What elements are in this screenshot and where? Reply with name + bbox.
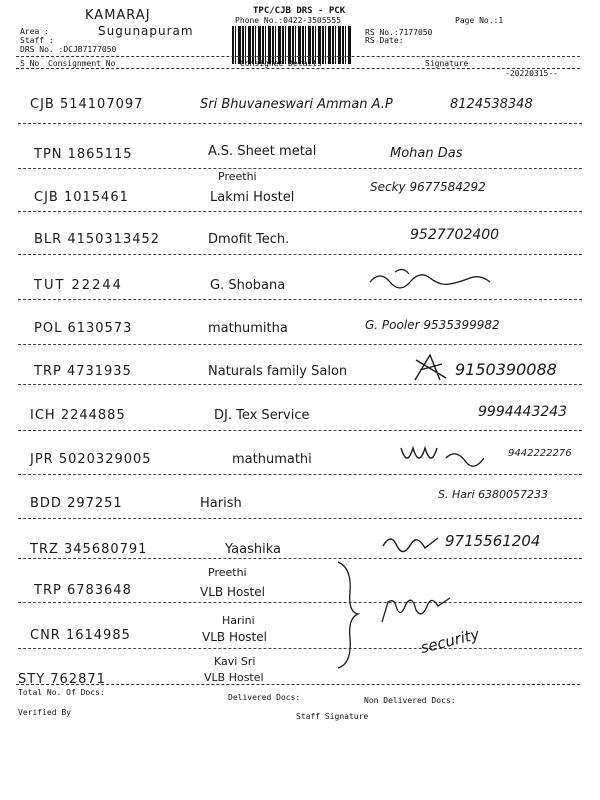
- signature-text: 9994443243: [478, 404, 568, 420]
- staff-value: Sugunapuram: [98, 24, 194, 38]
- row-divider: [18, 430, 582, 431]
- row-divider: [18, 123, 582, 124]
- consignee-name: G. Shobana: [210, 278, 286, 293]
- staff-label: Staff :: [20, 36, 54, 45]
- signature-text: 9150390088: [455, 360, 557, 379]
- signature-scribble: [396, 440, 506, 472]
- consignee-name: Yaashika: [225, 542, 281, 557]
- col-header-consignee: Consignee Details: [240, 59, 322, 68]
- signature-text: security: [418, 625, 482, 657]
- consignment-number: STY 762871: [18, 672, 106, 687]
- consignment-number: BLR 4150313452: [34, 232, 161, 247]
- consignment-number: CJB 514107097: [30, 97, 144, 112]
- total-docs-label: Total No. Of Docs:: [18, 688, 105, 697]
- page-number: Page No.:1: [455, 16, 504, 25]
- consignee-line1: Kavi Sri: [214, 655, 256, 668]
- signature-text: Secky 9677584292: [370, 180, 486, 194]
- row-divider: [18, 518, 582, 519]
- group-bracket: [332, 560, 362, 670]
- consignee-name: Naturals family Salon: [208, 364, 348, 379]
- rs-date: RS Date:: [365, 36, 404, 45]
- consignment-number: TPN 1865115: [34, 147, 133, 162]
- consignment-number: BDD 297251: [30, 496, 123, 511]
- consignee-name: DJ. Tex Service: [214, 408, 310, 423]
- consignee-name: VLB Hostel: [202, 630, 267, 644]
- signature-scribble: [410, 350, 450, 386]
- consignment-number: TUT 22244: [34, 278, 123, 293]
- consignee-name: VLB Hostel: [204, 671, 264, 684]
- row-divider: [18, 299, 582, 300]
- row-divider: [18, 602, 582, 603]
- drs-number: DRS No. :DCJB7177050: [20, 45, 117, 54]
- rs-number: RS No.:7177050: [365, 28, 433, 37]
- delivered-docs-label: Delivered Docs:: [228, 693, 301, 702]
- header-divider-bottom: [16, 68, 580, 69]
- consignment-number: TRZ 345680791: [30, 542, 148, 557]
- signature-scribble: [378, 592, 458, 632]
- signature-text: 9442222276: [508, 448, 572, 459]
- consignee-name: mathumitha: [208, 321, 288, 336]
- consignment-number: POL 6130573: [34, 321, 133, 336]
- row-divider: [18, 384, 582, 385]
- header-divider-top: [16, 56, 580, 57]
- area-value: KAMARAJ: [85, 8, 151, 23]
- consignee-name: Harish: [200, 496, 242, 511]
- consignee-name: mathumathi: [232, 452, 312, 467]
- signature-text: S. Hari 6380057233: [438, 488, 549, 501]
- footer-divider: [16, 684, 580, 685]
- consignee-line1: Preethi: [208, 566, 247, 579]
- date-code: -20220315--: [505, 69, 558, 78]
- signature-scribble: [380, 530, 440, 554]
- header-title: TPC/CJB DRS - PCK: [253, 6, 346, 16]
- col-header-sno: S No: [20, 59, 40, 68]
- verified-by-label: Verified By: [18, 708, 71, 717]
- consignment-number: JPR 5020329005: [30, 452, 152, 467]
- signature-text: G. Pooler 9535399982: [365, 318, 500, 332]
- consignment-number: CNR 1614985: [30, 628, 131, 643]
- area-label: Area :: [20, 27, 49, 36]
- consignment-number: CJB 1015461: [34, 190, 129, 205]
- consignee-name: Dmofit Tech.: [208, 232, 290, 247]
- signature-text: 8124538348: [450, 97, 533, 112]
- staff-signature-label: Staff Signature: [296, 712, 369, 721]
- row-divider: [18, 648, 582, 649]
- row-divider: [18, 168, 582, 169]
- consignee-line1: Harini: [222, 614, 255, 627]
- consignment-number: TRP 6783648: [34, 583, 132, 598]
- consignment-number: TRP 4731935: [34, 364, 132, 379]
- non-delivered-docs-label: Non Delivered Docs:: [364, 696, 456, 705]
- row-divider: [18, 211, 582, 212]
- signature-text: Mohan Das: [390, 146, 463, 161]
- consignee-name: A.S. Sheet metal: [208, 144, 317, 159]
- row-divider: [18, 558, 582, 559]
- row-divider: [18, 474, 582, 475]
- row-divider: [18, 254, 582, 255]
- consignee-line1: Preethi: [218, 170, 257, 183]
- signature-scribble: [365, 262, 505, 298]
- consignee-name: Sri Bhuvaneswari Amman A.P: [200, 97, 393, 112]
- consignment-number: ICH 2244885: [30, 408, 126, 423]
- row-divider: [18, 344, 582, 345]
- consignee-name: VLB Hostel: [200, 585, 265, 599]
- col-header-consignment: Consignment No: [48, 59, 116, 68]
- col-header-signature: Signature: [425, 59, 469, 68]
- signature-text: 9527702400: [410, 227, 500, 243]
- signature-text: 9715561204: [445, 532, 541, 550]
- phone-number: Phone No.:0422-3505555: [235, 16, 341, 25]
- consignee-name: Lakmi Hostel: [210, 190, 295, 205]
